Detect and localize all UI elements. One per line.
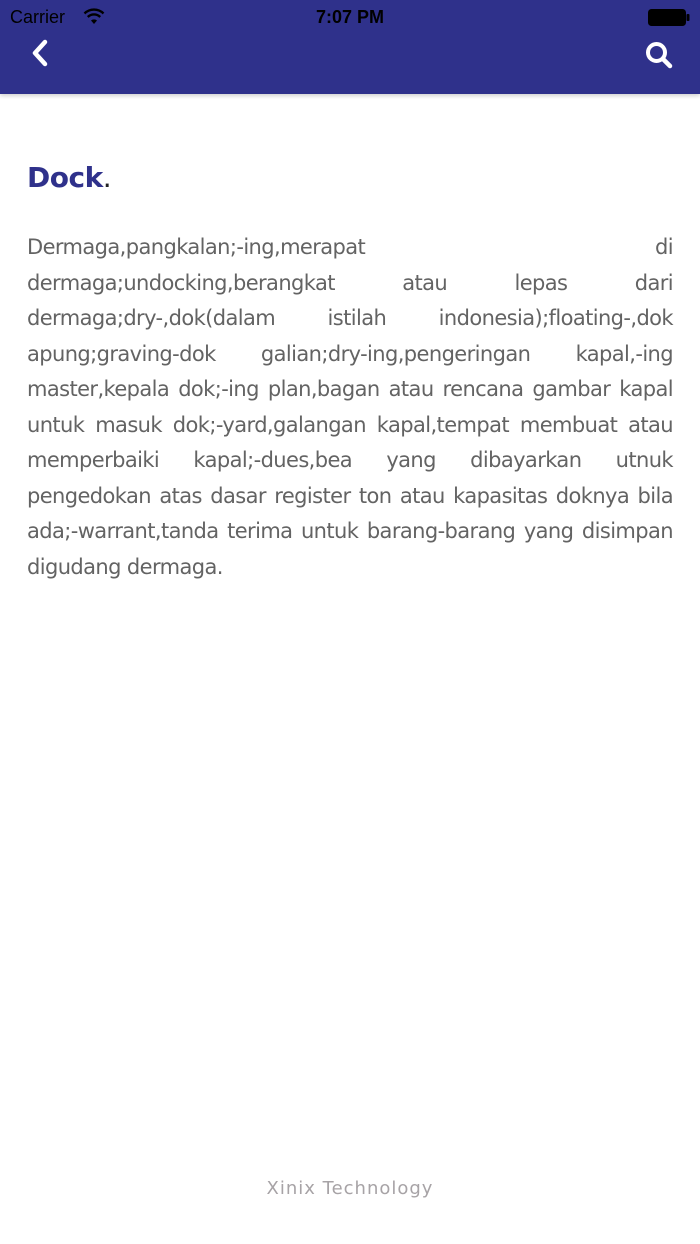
entry-content [27,158,673,585]
battery-icon [648,9,690,27]
chevron-left-icon [30,39,50,72]
status-bar [0,0,700,36]
entry-term: Dock [27,161,103,194]
app-header [0,0,700,94]
footer-credit: Xinix Technology [266,1178,434,1199]
search-icon [644,40,674,75]
entry-term-suffix: . [102,161,112,194]
carrier-label: Carrier [10,7,66,27]
back-button[interactable] [24,38,56,72]
status-time: 7:07 PM [315,7,385,27]
entry-definition: Dermaga,pangkalan;-ing,merapat di dermaga;undocking,berangkat atau lepas dari dermaga;dry-,dok(dalam istilah indonesia);floating-,dok apung;graving-dok galian;dry-ing,pengeringan kapal,-ing master,kepala dok;-ing plan,bagan atau rencana gambar kapal untuk masuk dok;-yard,galangan kapal,tempat membuat atau memperbaiki kapal;-dues,bea yang dibayarkan utnuk pengedokan atas dasar register ton atau kapasitas doknya bila ada;-warrant,tanda terima untuk barang-barang yang disimpan digudang dermaga. [27,235,673,579]
search-button[interactable] [640,38,678,76]
entry-title [27,158,673,198]
